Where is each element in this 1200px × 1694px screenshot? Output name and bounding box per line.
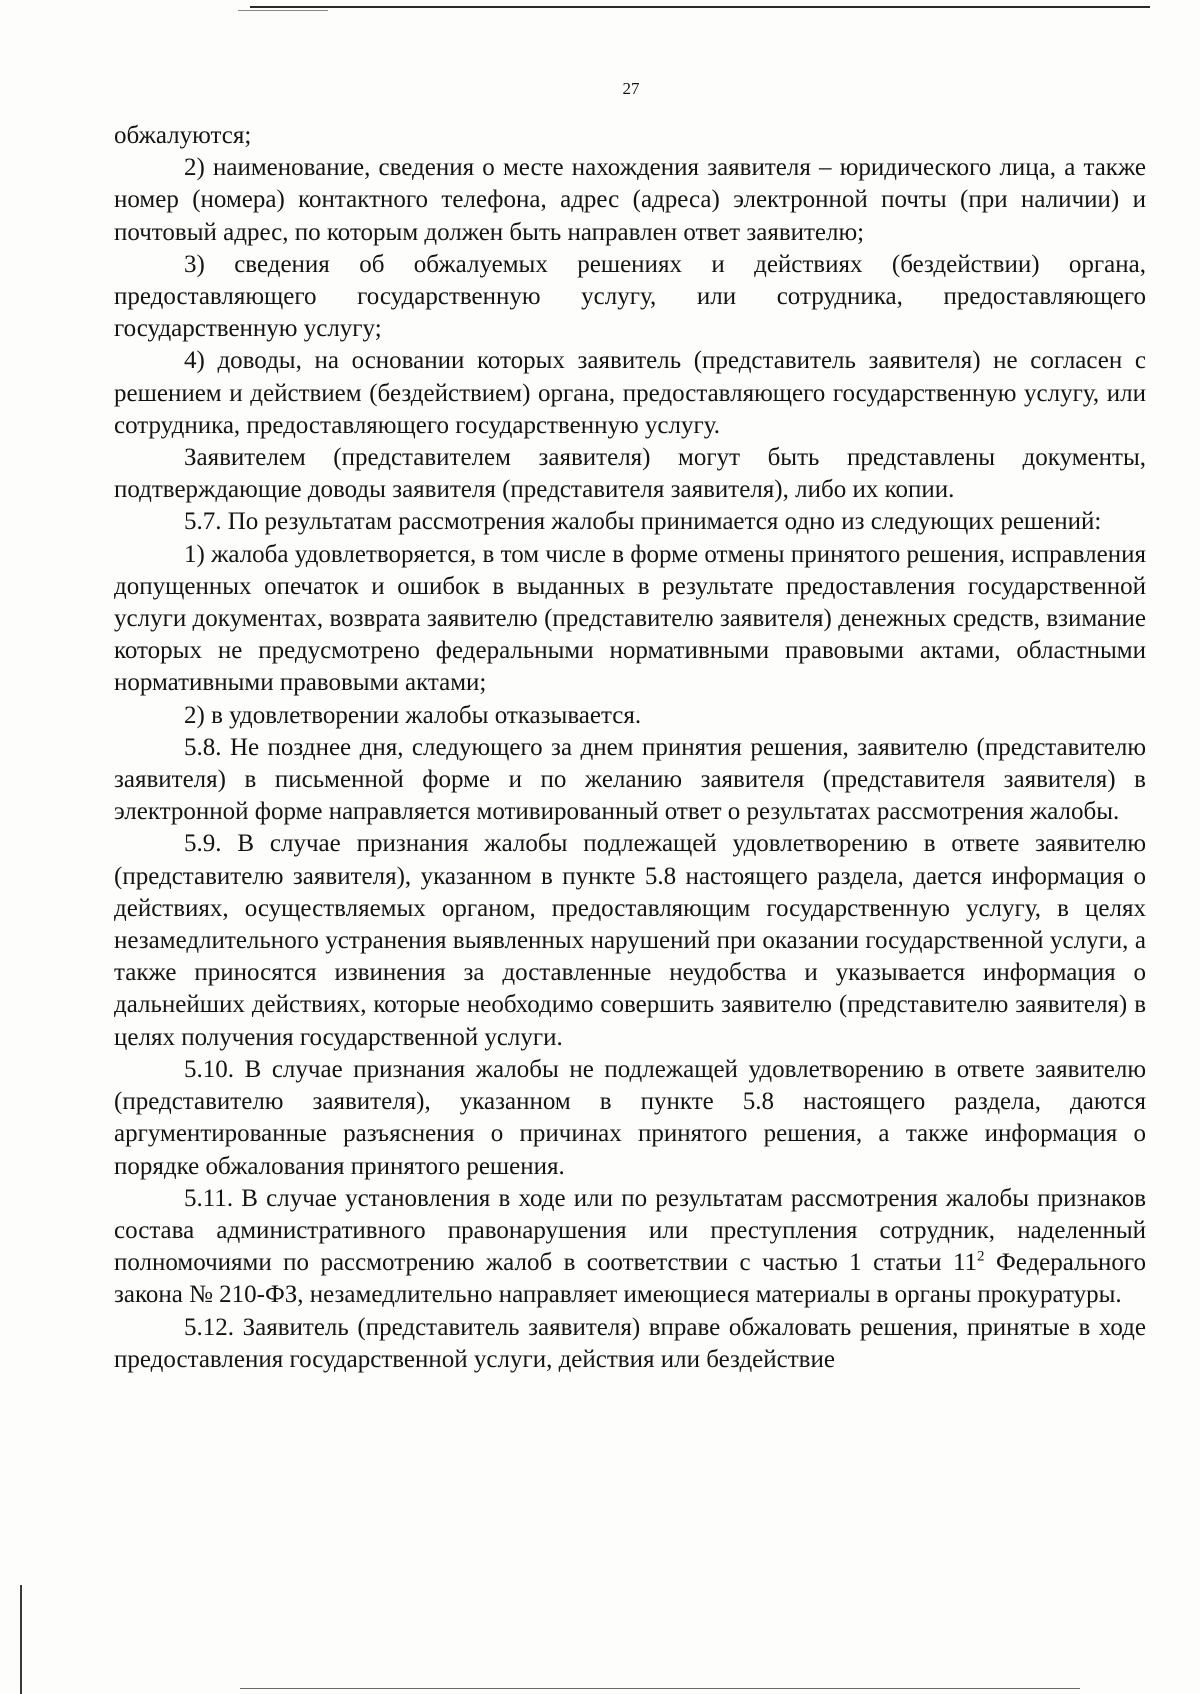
- paragraph-5-11-text: 5.11. В случае установления в ходе или по результатам рассмотрения жалобы признаков состава административного правонарушения или преступления сотрудник, наделенный полномочиями по рассмотрению жалоб в соответствии с частью 1 статьи 11: [114, 1184, 1146, 1277]
- paragraph: 5.9. В случае признания жалобы подлежащей удовлетворению в ответе заявителю (представителю заявителя), указанном в пункте 5.8 настоящего раздела, дается информация о действиях, осуществляемых органом, предоставляющим государственную услугу, в целях незамедлительного устранения выявленных нарушений при оказании государственной услуги, а также приносятся извинения за доставленные неудобства и указывается информация о дальнейших действиях, которые необходимо совершить заявителю (представителю заявителя) в целях получения государственной услуги.: [114, 830, 1146, 1051]
- paragraph: 5.7. По результатам рассмотрения жалобы принимается одно из следующих решений:: [184, 508, 1102, 536]
- paragraph: 5.10. В случае признания жалобы не подлежащей удовлетворению в ответе заявителю (представителю заявителя), указанном в пункте 5.8 настоящего раздела, даются аргументированные разъяснения о причинах принятого решения, а также информация о порядке обжалования принятого решения.: [114, 1055, 1146, 1180]
- paragraph-5-11-text-cont: Федерального закона № 210-ФЗ, незамедлительно направляет имеющиеся материалы в органы прокуратуры.: [114, 1249, 1146, 1309]
- scan-edge-line-top-thin: [238, 10, 328, 11]
- paragraph: 2) в удовлетворении жалобы отказывается.: [184, 701, 642, 729]
- scan-edge-line-left: [20, 1585, 22, 1694]
- superscript: 2: [977, 1248, 985, 1265]
- paragraph: Заявителем (представителем заявителя) могут быть представлены документы, подтверждающие доводы заявителя (представителя заявителя), либо их копии.: [114, 444, 1146, 504]
- scan-edge-line-top: [250, 6, 1150, 8]
- paragraph: 4) доводы, на основании которых заявитель (представитель заявителя) не согласен с решением и действием (бездействием) органа, предоставляющего государственную услугу, или сотрудника, предоставляющего государственную услугу.: [114, 347, 1146, 439]
- paragraph-5-11: [114, 1183, 1146, 1312]
- scan-edge-line-bottom: [240, 1688, 1080, 1689]
- paragraph-5-12: 5.12. Заявитель (представитель заявителя) вправе обжаловать решения, принятые в ходе предоставления государственной услуги, действия или бездействие: [114, 1313, 1146, 1373]
- document-body: [114, 120, 1146, 1376]
- paragraph: 3) сведения об обжалуемых решениях и действиях (бездействии) органа, предоставляющего государственную услугу, или сотрудника, предоставляющего государственную услугу;: [114, 250, 1146, 343]
- paragraph: обжалуются;: [114, 122, 252, 149]
- paragraph: 5.8. Не позднее дня, следующего за днем принятия решения, заявителю (представителю заявителя) в письменной форме и по желанию заявителя (представителя заявителя) в электронной форме направляется мотивированный ответ о результатах рассмотрения жалобы.: [114, 733, 1146, 826]
- page-number: 27: [622, 79, 640, 98]
- paragraph: 2) наименование, сведения о месте нахождения заявителя – юридического лица, а также номер (номера) контактного телефона, адрес (адреса) электронной почты (при наличии) и почтовый адрес, по которым должен быть направлен ответ заявителю;: [114, 154, 1146, 246]
- paragraph: 1) жалоба удовлетворяется, в том числе в форме отмены принятого решения, исправления допущенных опечаток и ошибок в выданных в результате предоставления государственной услуги документах, возврата заявителю (представителю заявителя) денежных средств, взимание которых не предусмотрено федеральными нормативными правовыми актами, областными нормативными правовыми актами;: [114, 540, 1146, 697]
